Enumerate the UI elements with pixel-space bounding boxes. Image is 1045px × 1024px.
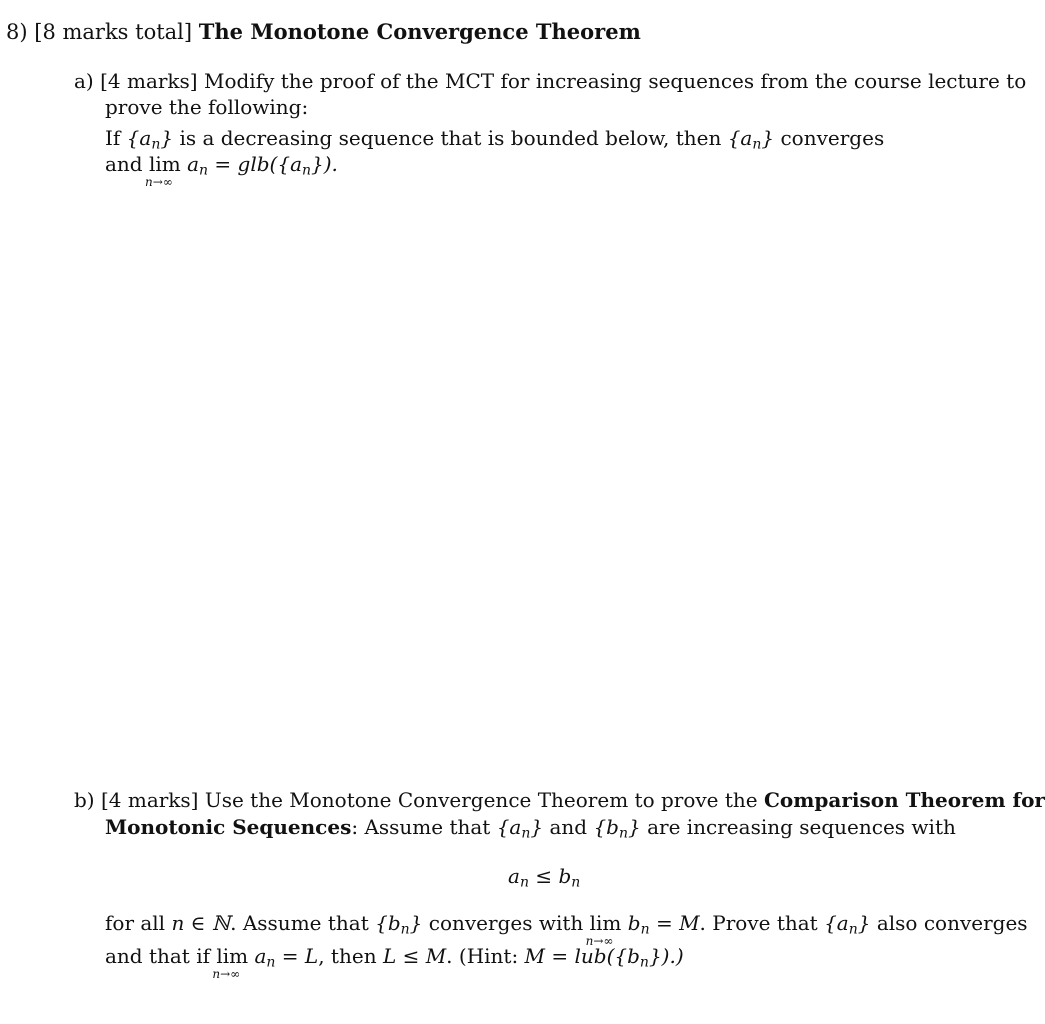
- text-assume-2: . Assume that: [230, 911, 376, 935]
- part-b-intro: Use the Monotone Convergence Theorem to prove the: [204, 788, 764, 812]
- math-hint: $M = lub(\{b_n\})$.): [524, 944, 684, 971]
- math-seq-a: $\{a_n\}$: [496, 815, 544, 842]
- text-and: and: [105, 152, 149, 176]
- part-b-marks: [4 marks]: [100, 788, 199, 812]
- limit-operator-b: lim n→∞: [585, 911, 622, 948]
- text-assume: : Assume that: [351, 815, 497, 839]
- math-limit-b: $b_n = M$: [627, 911, 700, 938]
- part-b-line-4: [105, 944, 684, 981]
- answer-space-part-a: [105, 200, 985, 770]
- math-seq-b-2: $\{b_n\}$: [375, 911, 423, 938]
- limit-subscript-b: n→∞: [585, 934, 614, 948]
- part-a-label: a): [74, 69, 94, 93]
- part-a-line-2: [105, 97, 308, 117]
- math-seq-a-3: $\{a_n\}$: [824, 911, 871, 938]
- part-a-statement: [105, 128, 884, 152]
- math-limit-expression: $a_n = glb(\{a_n\})$.: [187, 152, 338, 179]
- text-if: If: [105, 126, 127, 150]
- math-L-le-M: L ≤ M: [382, 944, 447, 968]
- part-b-line-2: [105, 817, 956, 841]
- question-marks: [8 marks total]: [34, 20, 193, 44]
- text-and-that-if: and that if: [105, 944, 217, 968]
- part-a-text-1: Modify the proof of the MCT for increasing sequences from the course lecture to: [203, 69, 1027, 93]
- limit-operator: lim n→∞: [144, 152, 181, 189]
- text-hint: . (Hint:: [446, 944, 525, 968]
- limit-subscript: n→∞: [144, 175, 173, 189]
- math-seq-b: $\{b_n\}$: [593, 815, 641, 842]
- part-b-label: b): [74, 788, 95, 812]
- question-number: 8): [6, 20, 28, 44]
- part-b-inequality: [508, 866, 580, 890]
- text-also-converges: also converges: [870, 911, 1028, 935]
- text-converges-with: converges with: [422, 911, 590, 935]
- part-a-line-1: [74, 71, 1026, 91]
- part-a-marks: [4 marks]: [100, 69, 198, 93]
- text-increasing: are increasing sequences with: [640, 815, 956, 839]
- math-n-in-N: n ∈ ℕ: [171, 911, 231, 935]
- text-converges: converges: [774, 126, 885, 150]
- part-b-theorem-name-2: Monotonic Sequences: [105, 815, 352, 839]
- text-and: and: [543, 815, 594, 839]
- math-limit-a: $a_n = L$: [254, 944, 319, 971]
- text-prove-that: . Prove that: [699, 911, 825, 935]
- question-heading: [6, 21, 641, 43]
- text-for-all: for all: [105, 911, 172, 935]
- part-b-theorem-name-1: Comparison Theorem for: [763, 788, 1045, 812]
- question-title: The Monotone Convergence Theorem: [198, 19, 641, 44]
- math-seq-a-2: $\{a_n\}$: [727, 126, 775, 153]
- part-b-line-1: [74, 790, 1045, 810]
- limit-subscript-a: n→∞: [212, 967, 241, 981]
- part-a-text-2: prove the following:: [105, 95, 309, 119]
- math-seq-a: $\{a_n\}$: [126, 126, 174, 153]
- part-a-limit: [105, 152, 338, 189]
- text-statement-mid: is a decreasing sequence that is bounded below, then: [173, 126, 728, 150]
- limit-operator-a: lim n→∞: [212, 944, 249, 981]
- part-b-line-3: [105, 911, 1028, 948]
- text-then: , then: [318, 944, 383, 968]
- math-inequality: $a_n \le b_n$: [508, 864, 581, 891]
